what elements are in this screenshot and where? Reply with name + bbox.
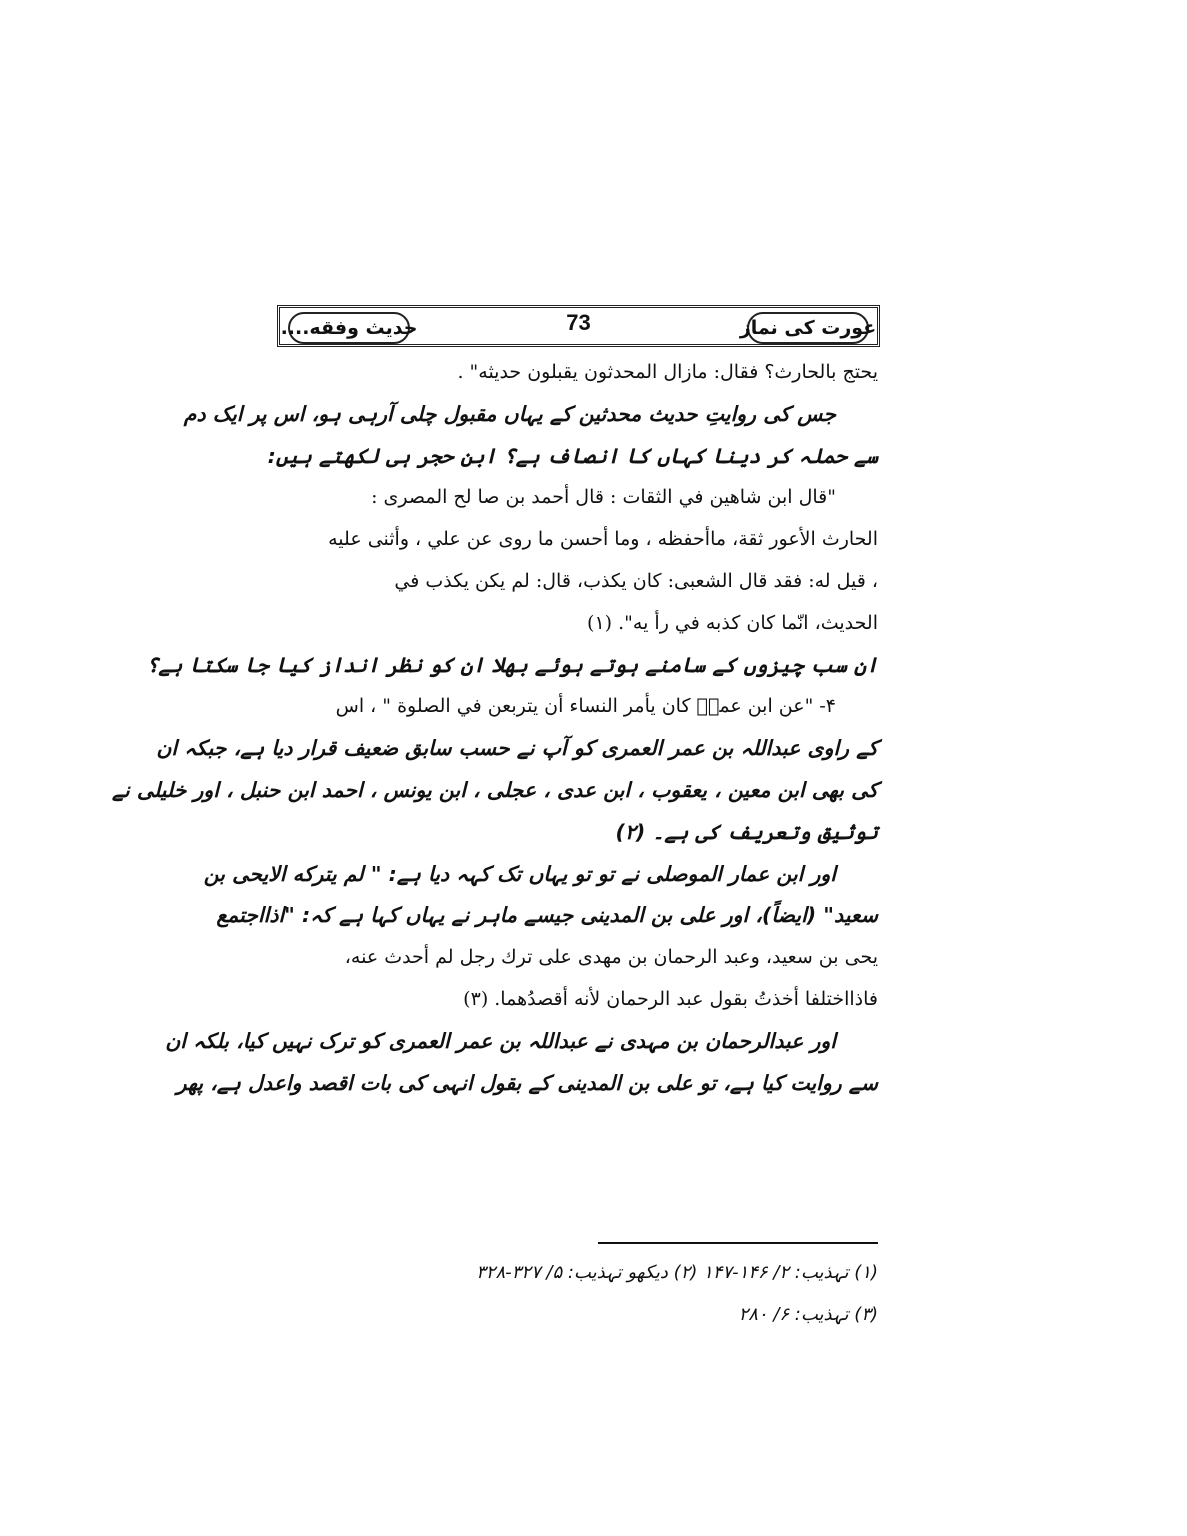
text-line: ان سب چیزوں کے سامنے ہوتے ہوئے بھلا ان کو نظر انداز کیا جا سکتا ہے؟ [146, 652, 878, 677]
text-line: کے راوی عبداللہ بن عمر العمری کو آپ نے حسب سابق ضعیف قرار دیا ہے، جبکہ ان [156, 736, 878, 761]
text-line: "قال ابن شاهين في الثقات : قال أحمد بن صا لح المصرى : [371, 486, 836, 509]
footnotes [430, 1252, 878, 1336]
text-line: اور ابن عمار الموصلی نے تو تو یہاں تک کہہ دیا ہے: " لم يتركه الايحى بن [203, 861, 836, 886]
footnote: (۱) تہذیب: ۲/ ۱۴۶-۱۴۷ (۲) دیکھو تہذیب: ۵/ ۳۲۷-۳۲۸ [476, 1262, 878, 1283]
text-line: الحارث الأعور ثقة، ماأحفظه ، وما أحسن ما روى عن علي ، وأثنى عليه [328, 528, 878, 551]
book-title: عورت کی نماز [747, 312, 869, 344]
text-line: سے حملہ کر دینا کہاں کا انصاف ہے؟ ابن حجر ہی لکھتے ہیں: [267, 443, 878, 468]
text-line: ۴- "عن ابن عمرؓ كان يأمر النساء أن يتربعن في الصلوة " ، اس [335, 695, 836, 718]
text-line: توثیق وتعریف کی ہے۔ (۲) [615, 819, 878, 844]
section-title: حدیث وفقه.... [288, 312, 410, 344]
footnote-divider [598, 1242, 878, 1244]
text-line: ، قيل له: فقد قال الشعبى: كان يكذب، قال: لم يكن يكذب في [394, 569, 878, 592]
footnote: (۳) تہذیب: ۶/ ۲۸۰ [738, 1304, 878, 1325]
text-line: فاذااختلفا أخذتُ بقول عبد الرحمان لأنه أقصدُهما. (۳) [463, 987, 878, 1010]
text-line: کی بھی ابن معین ، یعقوب ، ابن عدی ، عجلی ، ابن یونس ، احمد ابن حنبل ، اور خلیلی نے [112, 777, 878, 802]
text-line: جس کی روایتِ حدیث محدثین کے یہاں مقبول چلی آرہی ہو، اس پر ایک دم [183, 401, 836, 426]
text-line: يحى بن سعيد، وعبد الرحمان بن مهدى على ترك رجل لم أحدث عنه، [344, 946, 878, 969]
text-line: اور عبدالرحمان بن مہدی نے عبداللہ بن عمر العمری کو ترک نہیں کیا، بلکہ ان [165, 1028, 836, 1053]
main-text [112, 352, 878, 1104]
text-line: الحديث، انّما كان كذبه في رأ يه". (۱) [587, 611, 878, 634]
page-number: 73 [566, 310, 591, 335]
text-line: سعيد" (ایضاً)، اور علی بن المدینی جیسے ماہر نے یہاں کہا ہے کہ: "اذااجتمع [216, 903, 878, 928]
text-line: سے روایت کیا ہے، تو علی بن المدینی کے بقول انہی کی بات اقصد واعدل ہے، پھر [176, 1070, 878, 1095]
page-header [277, 305, 880, 347]
text-line: يحتج بالحارث؟ فقال: مازال المحدثون يقبلون حديثه" . [457, 361, 878, 383]
